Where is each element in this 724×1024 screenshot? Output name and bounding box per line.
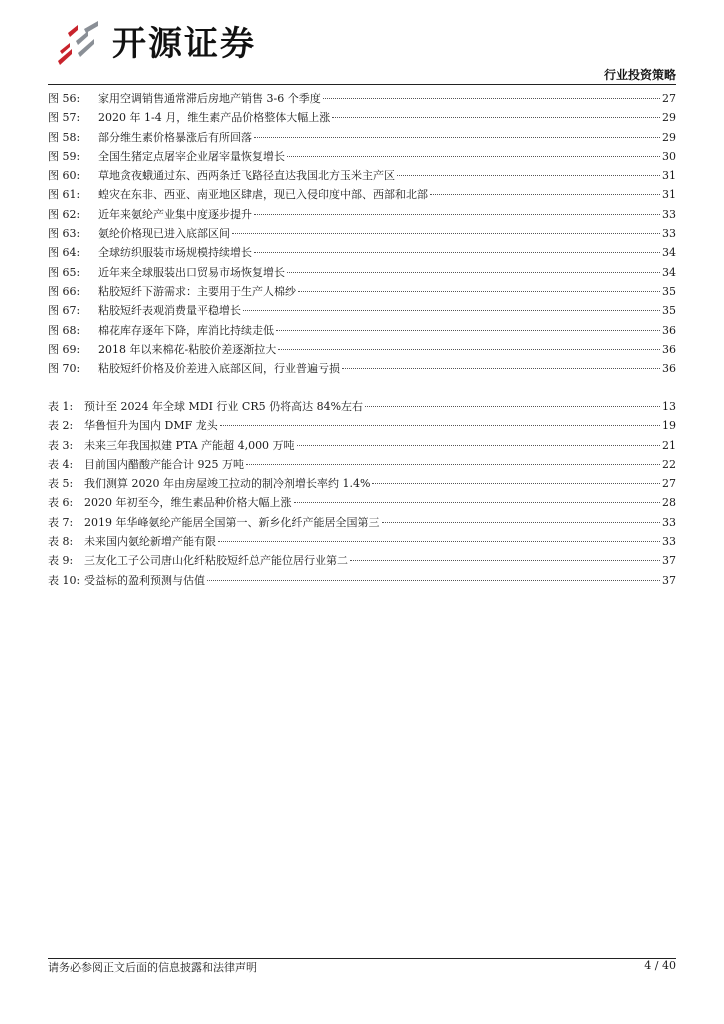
figure-toc-page: 36 (662, 342, 676, 356)
figure-toc-title: 2018 年以来棉花-粘胶价差逐渐拉大 (98, 342, 277, 356)
dot-leader (243, 310, 660, 311)
figure-toc-page: 27 (662, 92, 676, 105)
table-toc-label: 表 8: (48, 535, 74, 549)
table-toc-page: 37 (662, 554, 676, 568)
figure-toc-label: 图 56: (48, 92, 81, 105)
dot-leader (218, 541, 660, 542)
table-toc-label: 表 3: (48, 438, 74, 452)
table-toc-title: 未来三年我国拟建 PTA 产能超 4,000 万吨 (84, 438, 295, 452)
figure-toc-label: 图 69: (48, 342, 81, 356)
figure-toc-page: 29 (662, 130, 676, 144)
dot-leader (430, 194, 660, 195)
figure-toc-entry[interactable] (48, 185, 676, 204)
figure-toc-label: 图 65: (48, 265, 81, 279)
figure-toc-page: 30 (662, 149, 676, 163)
table-toc-title: 受益标的盈利预测与估值 (84, 573, 205, 587)
figure-toc-label: 图 62: (48, 207, 81, 221)
dot-leader (207, 580, 660, 581)
table-toc-page: 22 (662, 457, 676, 471)
header-divider (48, 84, 676, 85)
figure-toc-title: 粘胶短纤价格及价差进入底部区间，行业普遍亏损 (98, 362, 340, 376)
table-toc-page: 13 (662, 400, 676, 413)
figure-toc-page: 35 (662, 284, 676, 298)
figure-toc-label: 图 68: (48, 323, 81, 337)
table-toc-title: 预计至 2024 年全球 MDI 行业 CR5 仍将高达 84%左右 (84, 400, 364, 413)
figure-toc-entry[interactable] (48, 89, 676, 108)
table-toc-entry[interactable] (48, 532, 676, 551)
dot-leader (276, 330, 660, 331)
figure-toc-title: 2020 年 1-4 月，维生素产品价格整体大幅上涨 (98, 111, 331, 125)
footer-disclaimer: 请务必参阅正文后面的信息披露和法律声明 (48, 961, 257, 974)
dot-leader (365, 406, 660, 407)
figure-toc-title: 氨纶价格现已进入底部区间 (98, 227, 230, 241)
table-toc-page: 27 (662, 477, 676, 491)
dot-leader (323, 98, 660, 99)
figure-toc-entry[interactable] (48, 166, 676, 185)
figure-toc-entry[interactable] (48, 128, 676, 147)
report-type-label: 行业投资策略 (603, 68, 676, 82)
table-toc-entry[interactable] (48, 455, 676, 474)
table-toc-page: 28 (662, 496, 676, 510)
dot-leader (246, 464, 660, 465)
figure-toc-label: 图 64: (48, 246, 81, 260)
figure-toc-label: 图 66: (48, 284, 81, 298)
figure-toc-label: 图 63: (48, 227, 81, 241)
figure-toc-label: 图 58: (48, 130, 81, 144)
figure-toc-title: 全国生猪定点屠宰企业屠宰量恢复增长 (98, 149, 285, 163)
dot-leader (287, 156, 660, 157)
table-toc-entry[interactable] (48, 416, 676, 435)
figure-toc-page: 31 (662, 188, 676, 202)
table-toc-list (48, 397, 676, 590)
figure-toc-label: 图 57: (48, 111, 81, 125)
dot-leader (342, 368, 660, 369)
figure-toc-page: 35 (662, 304, 676, 318)
figure-toc-page: 33 (662, 207, 676, 221)
logo-mark-icon (54, 21, 106, 67)
page-number: 4 / 40 (644, 959, 676, 972)
figure-toc-label: 图 67: (48, 304, 81, 318)
figure-toc-label: 图 60: (48, 169, 81, 183)
table-toc-entry[interactable] (48, 513, 676, 532)
figure-toc-page: 33 (662, 227, 676, 241)
table-toc-entry[interactable] (48, 493, 676, 512)
figure-toc-entry[interactable] (48, 224, 676, 243)
figure-toc-label: 图 61: (48, 188, 81, 202)
dot-leader (297, 445, 660, 446)
company-logo (54, 20, 256, 68)
dot-leader (350, 560, 660, 561)
dot-leader (294, 502, 661, 503)
figure-toc-title: 蝗灾在东非、西亚、南亚地区肆虐，现已入侵印度中部、西部和北部 (98, 188, 428, 202)
figure-toc-title: 粘胶短纤下游需求：主要用于生产人棉纱 (98, 284, 296, 298)
dot-leader (287, 272, 660, 273)
figure-toc-entry[interactable] (48, 301, 676, 320)
table-toc-title: 我们测算 2020 年由房屋竣工拉动的制冷剂增长率约 1.4% (84, 477, 371, 491)
dot-leader (278, 349, 660, 350)
table-toc-entry[interactable] (48, 571, 676, 590)
figure-toc-entry[interactable] (48, 243, 676, 262)
table-toc-label: 表 7: (48, 515, 74, 529)
table-toc-entry[interactable] (48, 397, 676, 416)
figure-toc-page: 34 (662, 265, 676, 279)
table-toc-label: 表 4: (48, 457, 74, 471)
figure-toc-entry[interactable] (48, 359, 676, 378)
figure-toc-title: 全球纺织服装市场规模持续增长 (98, 246, 252, 260)
table-toc-page: 21 (662, 438, 676, 452)
dot-leader (220, 425, 660, 426)
table-toc-entry[interactable] (48, 551, 676, 570)
table-toc-title: 未来国内氨纶新增产能有限 (84, 535, 216, 549)
figure-toc-page: 36 (662, 362, 676, 376)
figure-toc-list (48, 89, 676, 378)
figure-toc-title: 近年来氨纶产业集中度逐步提升 (98, 207, 252, 221)
figure-toc-entry[interactable] (48, 340, 676, 359)
dot-leader (254, 137, 660, 138)
table-toc-title: 目前国内醋酸产能合计 925 万吨 (84, 457, 244, 471)
figure-toc-title: 部分维生素价格暴涨后有所回落 (98, 130, 252, 144)
dot-leader (232, 233, 660, 234)
logo-text: 开源证券 (112, 24, 256, 64)
dot-leader (372, 483, 660, 484)
table-toc-page: 33 (662, 515, 676, 529)
table-toc-label: 表 6: (48, 496, 74, 510)
figure-toc-title: 近年来全球服装出口贸易市场恢复增长 (98, 265, 285, 279)
figure-toc-entry[interactable] (48, 147, 676, 166)
table-toc-title: 2020 年初至今，维生素品种价格大幅上涨 (84, 496, 292, 510)
figure-toc-page: 29 (662, 111, 676, 125)
table-toc-label: 表 1: (48, 400, 74, 413)
table-toc-page: 33 (662, 535, 676, 549)
dot-leader (254, 214, 660, 215)
table-toc-title: 2019 年华峰氨纶产能居全国第一、新乡化纤产能居全国第三 (84, 515, 380, 529)
figure-toc-entry[interactable] (48, 108, 676, 127)
figure-toc-entry[interactable] (48, 282, 676, 301)
dot-leader (332, 117, 660, 118)
table-toc-label: 表 9: (48, 554, 74, 568)
table-toc-label: 表 2: (48, 419, 74, 433)
figure-toc-title: 草地贪夜蛾通过东、西两条迁飞路径直达我国北方玉米主产区 (98, 169, 395, 183)
table-toc-page: 37 (662, 573, 676, 587)
table-toc-entry[interactable] (48, 436, 676, 455)
dot-leader (397, 175, 660, 176)
figure-toc-label: 图 59: (48, 149, 81, 163)
figure-toc-title: 家用空调销售通常滞后房地产销售 3-6 个季度 (98, 92, 321, 105)
dot-leader (254, 252, 660, 253)
figure-toc-entry[interactable] (48, 263, 676, 282)
dot-leader (298, 291, 660, 292)
table-toc-label: 表 10: (48, 573, 81, 587)
figure-toc-page: 34 (662, 246, 676, 260)
table-toc-entry[interactable] (48, 474, 676, 493)
table-toc-page: 19 (662, 419, 676, 433)
table-toc-title: 华鲁恒升为国内 DMF 龙头 (84, 419, 218, 433)
dot-leader (382, 522, 661, 523)
figure-toc-title: 粘胶短纤表观消费量平稳增长 (98, 304, 241, 318)
figure-toc-label: 图 70: (48, 362, 81, 376)
figure-toc-page: 36 (662, 323, 676, 337)
figure-toc-title: 棉花库存逐年下降，库消比持续走低 (98, 323, 274, 337)
figure-toc-entry[interactable] (48, 321, 676, 340)
figure-toc-page: 31 (662, 169, 676, 183)
figure-toc-entry[interactable] (48, 205, 676, 224)
table-toc-title: 三友化工子公司唐山化纤粘胶短纤总产能位居行业第二 (84, 554, 348, 568)
table-toc-label: 表 5: (48, 477, 74, 491)
